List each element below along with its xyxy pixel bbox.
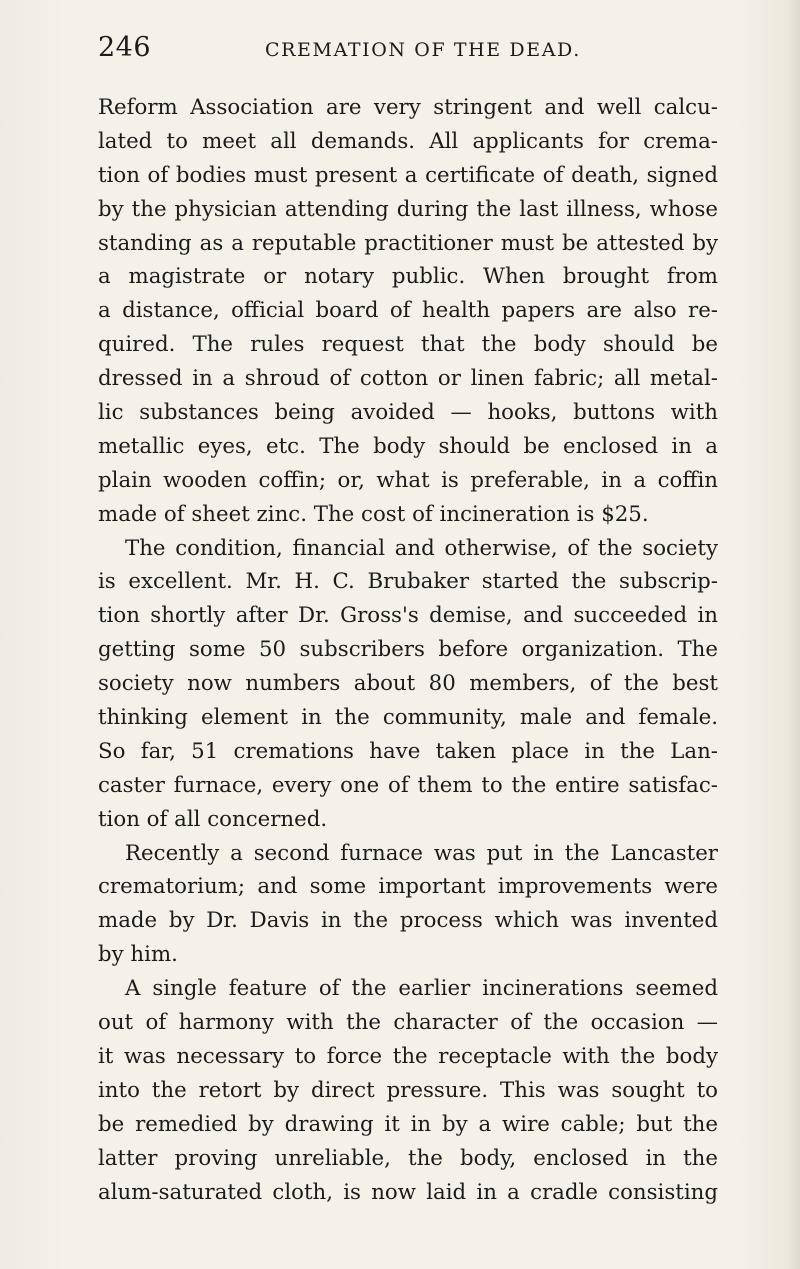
text-line: by him. xyxy=(98,942,178,968)
body-text xyxy=(98,91,718,1209)
text-line: quired. The rules request that the body should be xyxy=(98,332,718,358)
paragraph-start: The condition, financial and otherwise, of the society xyxy=(125,535,718,561)
text-line: lic substances being avoided — hooks, buttons with xyxy=(98,400,718,426)
text-line: thinking element in the community, male and female. xyxy=(98,705,718,731)
text-line: is excellent. Mr. H. C. Brubaker started the subscrip- xyxy=(98,569,718,595)
text-line: plain wooden coffin; or, what is preferable, in a coffin xyxy=(98,467,718,493)
text-line: So far, 51 cremations have taken place in the Lan- xyxy=(98,738,718,764)
text-line: alum-saturated cloth, is now laid in a cradle consisting xyxy=(98,1179,718,1205)
text-line: crematorium; and some important improvements were xyxy=(98,874,718,900)
text-line: latter proving unreliable, the body, enclosed in the xyxy=(98,1145,718,1171)
text-line: by the physician attending during the last illness, whose xyxy=(98,196,718,222)
text-line: metallic eyes, etc. The body should be enclosed in a xyxy=(98,433,718,459)
running-head: CREMATION OF THE DEAD. xyxy=(265,39,581,61)
text-line: made of sheet zinc. The cost of incineration is $25. xyxy=(98,501,649,527)
page-header xyxy=(98,32,700,72)
text-line: getting some 50 subscribers before organization. The xyxy=(98,637,718,663)
text-line: out of harmony with the character of the occasion — xyxy=(98,1010,718,1036)
text-line: society now numbers about 80 members, of the best xyxy=(98,671,718,697)
paragraph-start: A single feature of the earlier incinerations seemed xyxy=(125,976,718,1002)
text-line: standing as a reputable practitioner must be attested by xyxy=(98,230,718,256)
text-line: lated to meet all demands. All applicants for crema- xyxy=(98,128,718,154)
text-line: it was necessary to force the receptacle with the body xyxy=(98,1043,718,1069)
paragraph-start: Recently a second furnace was put in the Lancaster xyxy=(125,840,718,866)
text-line: a magistrate or notary public. When brought from xyxy=(98,264,718,290)
page-number: 246 xyxy=(98,32,152,63)
text-line: Reform Association are very stringent and well calcu- xyxy=(98,95,718,120)
text-line: a distance, official board of health papers are also re- xyxy=(98,298,718,324)
text-line: tion of bodies must present a certificate of death, signed xyxy=(98,162,718,188)
text-line: dressed in a shroud of cotton or linen fabric; all metal- xyxy=(98,366,718,392)
text-line: caster furnace, every one of them to the entire satisfac- xyxy=(98,772,718,798)
text-line: be remedied by drawing it in by a wire cable; but the xyxy=(98,1111,718,1137)
text-line: into the retort by direct pressure. This was sought to xyxy=(98,1077,718,1103)
text-line: tion shortly after Dr. Gross's demise, and succeeded in xyxy=(98,603,718,629)
page-edge-shadow xyxy=(786,0,800,1269)
text-line: made by Dr. Davis in the process which was invented xyxy=(98,908,718,934)
text-line: tion of all concerned. xyxy=(98,806,328,832)
